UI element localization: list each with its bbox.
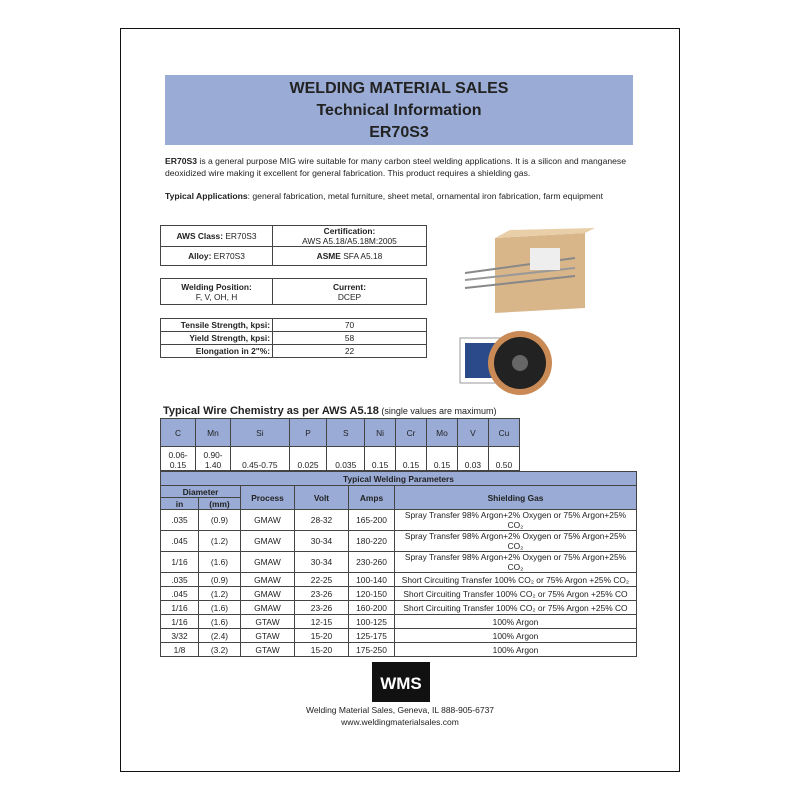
diameter-in: 1/16: [161, 552, 199, 573]
volt: 22-25: [295, 573, 349, 587]
diameter-header: Diameter: [161, 486, 241, 498]
property-value: 58: [273, 332, 427, 345]
element-value: 0.025: [289, 447, 327, 471]
amps: 165-200: [349, 510, 395, 531]
volt: 28-32: [295, 510, 349, 531]
property-value: 22: [273, 345, 427, 358]
volt: 23-26: [295, 601, 349, 615]
diameter-in: 1/8: [161, 643, 199, 657]
process: GTAW: [241, 629, 295, 643]
element-header: Mn: [196, 419, 231, 447]
element-header: Mo: [427, 419, 458, 447]
diameter-mm: (1.6): [199, 615, 241, 629]
title-banner: [165, 75, 633, 145]
element-value: 0.035: [327, 447, 365, 471]
element-header: C: [161, 419, 196, 447]
subtitle: Technical Information: [316, 102, 482, 119]
parameter-row: [161, 587, 637, 601]
amps: 120-150: [349, 587, 395, 601]
property-label: Yield Strength, kpsi:: [161, 332, 273, 345]
position-value: F, V, OH, H: [195, 291, 238, 302]
amps: 175-250: [349, 643, 395, 657]
applications-text: : general fabrication, metal furniture, sheet metal, ornamental iron fabrication, farm equipment: [247, 191, 603, 201]
shielding-gas: Short Circuiting Transfer 100% CO₂ or 75% Argon +25% CO: [395, 587, 637, 601]
volt: 23-26: [295, 587, 349, 601]
applications-paragraph: [165, 190, 645, 202]
element-header: P: [289, 419, 327, 447]
parameter-row: [161, 531, 637, 552]
shielding-gas: 100% Argon: [395, 643, 637, 657]
footer-address: Welding Material Sales, Geneva, IL 888-905-6737: [305, 705, 495, 715]
intro-product: ER70S3: [165, 156, 198, 166]
property-value: 70: [273, 319, 427, 332]
parameter-row: [161, 510, 637, 531]
property-label: Elongation in 2"%:: [161, 345, 273, 358]
diameter-in: .035: [161, 510, 199, 531]
element-header: Ni: [365, 419, 396, 447]
diameter-mm: (2.4): [199, 629, 241, 643]
diameter-in: 1/16: [161, 601, 199, 615]
footer-url[interactable]: www.weldingmaterialsales.com: [341, 717, 459, 727]
element-value: 0.90- 1.40: [196, 447, 231, 471]
diameter-mm: (0.9): [199, 510, 241, 531]
wire-box-image: [465, 228, 595, 313]
amps: 160-200: [349, 601, 395, 615]
shielding-gas: Short Circuiting Transfer 100% CO₂ or 75% Argon +25% CO₂: [395, 573, 637, 587]
cert-label: Certification:: [323, 226, 376, 236]
cert-value: AWS A5.18/A5.18M:2005: [302, 236, 397, 246]
amps-header: Amps: [349, 486, 395, 510]
position-label: Welding Position:: [181, 281, 252, 292]
element-value: 0.06- 0.15: [161, 447, 196, 471]
volt: 30-34: [295, 531, 349, 552]
intro-text: is a general purpose MIG wire suitable for many carbon steel welding applications. It is a silicon and manganese deoxidized wire making it excellent for general fabrication. This product requires a shielding gas.: [165, 156, 626, 178]
diameter-mm: (1.2): [199, 587, 241, 601]
parameters-title: Typical Welding Parameters: [161, 472, 637, 486]
amps: 125-175: [349, 629, 395, 643]
process-header: Process: [241, 486, 295, 510]
parameter-row: [161, 601, 637, 615]
diameter-in: 1/16: [161, 615, 199, 629]
diameter-mm: (1.2): [199, 531, 241, 552]
element-value: 0.45-0.75: [231, 447, 290, 471]
wire-spool-image: [460, 331, 552, 395]
shielding-gas: Spray Transfer 98% Argon+2% Oxygen or 75% Argon+25% CO₂: [395, 531, 637, 552]
parameter-row: [161, 629, 637, 643]
class-table: [160, 225, 427, 266]
diameter-mm: (1.6): [199, 552, 241, 573]
chemistry-title: [163, 405, 496, 417]
diameter-in: .045: [161, 531, 199, 552]
alloy-label: Alloy:: [188, 251, 212, 261]
volt: 30-34: [295, 552, 349, 573]
property-row: [161, 319, 427, 332]
parameter-row: [161, 643, 637, 657]
company-title: WELDING MATERIAL SALES: [289, 80, 509, 97]
amps: 230-260: [349, 552, 395, 573]
chemistry-note: (single values are maximum): [378, 406, 497, 416]
wms-logo: [372, 662, 430, 702]
element-value: 0.15: [396, 447, 427, 471]
gas-header: Shielding Gas: [395, 486, 637, 510]
parameter-row: [161, 573, 637, 587]
process: GMAW: [241, 573, 295, 587]
shielding-gas: 100% Argon: [395, 629, 637, 643]
parameter-row: [161, 552, 637, 573]
volt: 15-20: [295, 643, 349, 657]
chemistry-title-text: Typical Wire Chemistry as per AWS A5.18: [163, 405, 379, 417]
volt-header: Volt: [295, 486, 349, 510]
process: GTAW: [241, 615, 295, 629]
shielding-gas: 100% Argon: [395, 615, 637, 629]
element-value: 0.50: [488, 447, 519, 471]
aws-value: ER70S3: [223, 231, 257, 241]
amps: 100-140: [349, 573, 395, 587]
position-table: [160, 278, 427, 305]
process: GMAW: [241, 601, 295, 615]
volt: 15-20: [295, 629, 349, 643]
element-value: 0.15: [427, 447, 458, 471]
diameter-in: .045: [161, 587, 199, 601]
process: GMAW: [241, 531, 295, 552]
diameter-mm: (0.9): [199, 573, 241, 587]
chemistry-table: [160, 418, 520, 471]
property-row: [161, 345, 427, 358]
mm-header: (mm): [199, 498, 241, 510]
current-value: DCEP: [337, 291, 362, 302]
asme-value: SFA A5.18: [340, 251, 383, 261]
alloy-value: ER70S3: [211, 251, 245, 261]
chemistry-header-row: [161, 419, 520, 447]
process: GMAW: [241, 510, 295, 531]
amps: 100-125: [349, 615, 395, 629]
aws-label: AWS Class:: [176, 231, 223, 241]
amps: 180-220: [349, 531, 395, 552]
shielding-gas: Spray Transfer 98% Argon+2% Oxygen or 75% Argon+25% CO₂: [395, 552, 637, 573]
diameter-mm: (3.2): [199, 643, 241, 657]
product-title: ER70S3: [369, 124, 429, 141]
element-header: Cu: [488, 419, 519, 447]
volt: 12-15: [295, 615, 349, 629]
svg-text:WMS: WMS: [380, 674, 422, 693]
chemistry-value-row: [161, 447, 520, 471]
shielding-gas: Spray Transfer 98% Argon+2% Oxygen or 75% Argon+25% CO₂: [395, 510, 637, 531]
in-header: in: [161, 498, 199, 510]
strength-table: [160, 318, 427, 358]
element-header: Si: [231, 419, 290, 447]
property-row: [161, 332, 427, 345]
element-header: S: [327, 419, 365, 447]
element-header: V: [457, 419, 488, 447]
process: GMAW: [241, 552, 295, 573]
applications-label: Typical Applications: [165, 191, 248, 201]
diameter-in: .035: [161, 573, 199, 587]
parameter-row: [161, 615, 637, 629]
current-label: Current:: [332, 281, 367, 292]
product-images: [455, 228, 595, 398]
parameters-table: [160, 471, 637, 657]
process: GTAW: [241, 643, 295, 657]
element-value: 0.03: [457, 447, 488, 471]
intro-paragraph: [165, 155, 645, 179]
shielding-gas: Short Circuiting Transfer 100% CO₂ or 75% Argon +25% CO: [395, 601, 637, 615]
diameter-mm: (1.6): [199, 601, 241, 615]
process: GMAW: [241, 587, 295, 601]
asme-label: ASME: [316, 251, 341, 261]
property-label: Tensile Strength, kpsi:: [161, 319, 273, 332]
element-header: Cr: [396, 419, 427, 447]
element-value: 0.15: [365, 447, 396, 471]
diameter-in: 3/32: [161, 629, 199, 643]
